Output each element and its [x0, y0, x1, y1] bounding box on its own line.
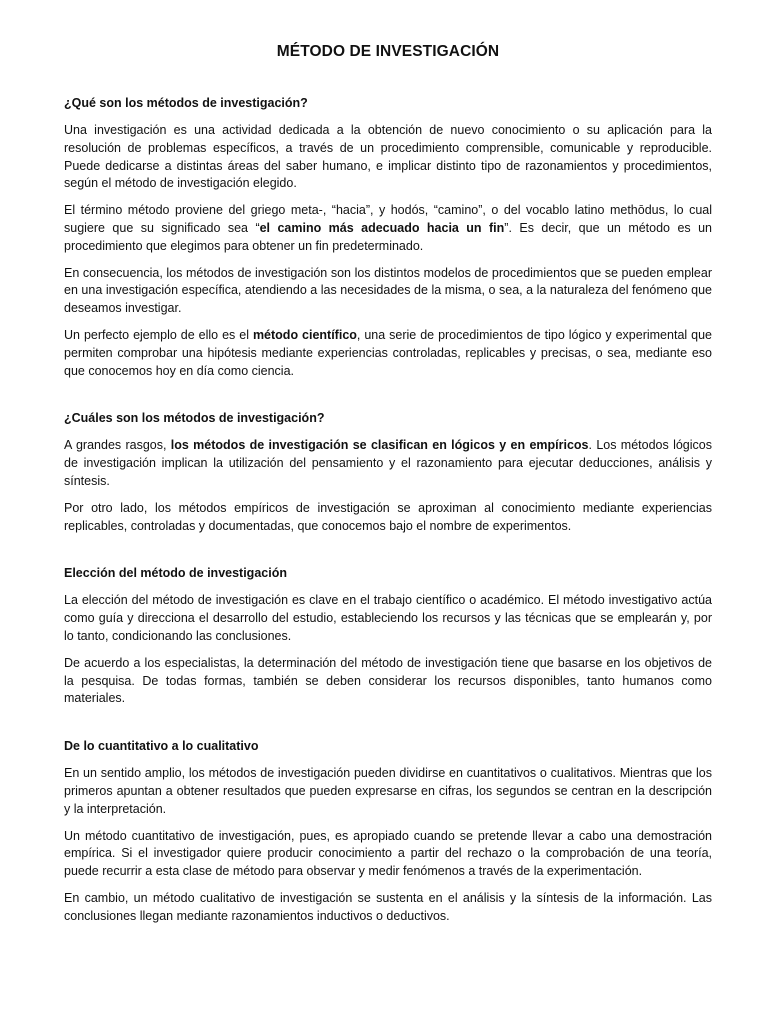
- section-eleccion: [64, 565, 712, 708]
- paragraph: La elección del método de investigación es clave en el trabajo científico o académico. El método investigativo actúa como guía y direcciona el desarrollo del estudio, estableciendo los recursos y las técnicas que se emplearán y, por lo tanto, condicionando las conclusiones.: [64, 593, 712, 643]
- paragraph: Una investigación es una actividad dedicada a la obtención de nuevo conocimiento o su aplicación para la resolución de problemas específicos, a través de un procedimiento comprensible, comunicable y reproducible. Puede dedicarse a distintas áreas del saber humano, e implicar distinto tipo de razonamientos y procedimientos, según el método de investigación elegido.: [64, 123, 712, 191]
- paragraph-text: ”. Es decir, que un método es un procedimiento que elegimos para obtener un fin predeterminado.: [64, 220, 712, 253]
- section-cuales-son: [64, 410, 712, 535]
- section-cuantitativo-cualitativo: [64, 738, 712, 925]
- paragraph-text: , una serie de procedimientos de tipo lógico y experimental que permiten comprobar una hipótesis mediante experiencias controladas, replicables y precisas, o sea, mediante eso que conocemos hoy en día como ciencia.: [64, 327, 712, 378]
- paragraph: En consecuencia, los métodos de investigación son los distintos modelos de procedimientos que se pueden emplear en una investigación específica, atendiendo a las necesidades de la misma, o sea, a la naturaleza del fenómeno que deseamos investigar.: [64, 265, 712, 316]
- paragraph: [64, 202, 712, 255]
- paragraph: Un método cuantitativo de investigación, pues, es apropiado cuando se pretende llevar a cabo una demostración empírica. Si el investigador quiere producir conocimiento a partir del rechazo o la comprobación de una teoría, puede recurrir a esta clase de método para observar y medir fenómenos a través de la experimentación.: [64, 828, 712, 879]
- paragraph-text: El término método proviene del griego meta-, “hacia”, y hodós, “camino”, o del vocablo latino methōdus, lo cual sugiere que su significado sea “: [64, 203, 712, 235]
- document-title: MÉTODO DE INVESTIGACIÓN: [276, 43, 500, 60]
- paragraph: Por otro lado, los métodos empíricos de investigación se aproximan al conocimiento mediante experiencias replicables, controladas y documentadas, que conocemos bajo el nombre de experimentos.: [64, 500, 712, 533]
- paragraph: [64, 327, 712, 380]
- paragraph-text: . Los métodos lógicos de investigación implican la utilización del pensamiento y el razonamiento para ejecutar deducciones, análisis y síntesis.: [64, 438, 712, 488]
- section-heading: ¿Qué son los métodos de investigación?: [64, 96, 308, 110]
- bold-phrase: los métodos de investigación se clasifican en lógicos y en empíricos: [170, 438, 589, 453]
- bold-phrase: método científico: [252, 327, 357, 342]
- paragraph-text: Un perfecto ejemplo de ello es el: [64, 327, 253, 342]
- section-heading: ¿Cuáles son los métodos de investigación?: [64, 411, 325, 426]
- bold-phrase: el camino más adecuado hacia un fin: [259, 220, 505, 235]
- paragraph: En un sentido amplio, los métodos de investigación pueden dividirse en cuantitativos o cualitativos. Mientras que los primeros apuntan a obtener resultados que pueden expresarse en cifras, los segundos se centran en la descripción y la interpretación.: [64, 766, 712, 816]
- section-heading: De lo cuantitativo a lo cualitativo: [64, 739, 259, 754]
- paragraph: [64, 437, 712, 490]
- section-que-son: [64, 95, 712, 380]
- paragraph: De acuerdo a los especialistas, la determinación del método de investigación tiene que basarse en los objetivos de la pesquisa. De todas formas, también se deben considerar los recursos disponibles, tanto humanos como materiales.: [64, 655, 712, 706]
- paragraph-text: A grandes rasgos,: [64, 438, 171, 453]
- paragraph: En cambio, un método cualitativo de investigación se sustenta en el análisis y la síntesis de la información. Las conclusiones llegan mediante razonamientos inductivos o deductivos.: [64, 890, 712, 923]
- section-heading: Elección del método de investigación: [64, 566, 287, 581]
